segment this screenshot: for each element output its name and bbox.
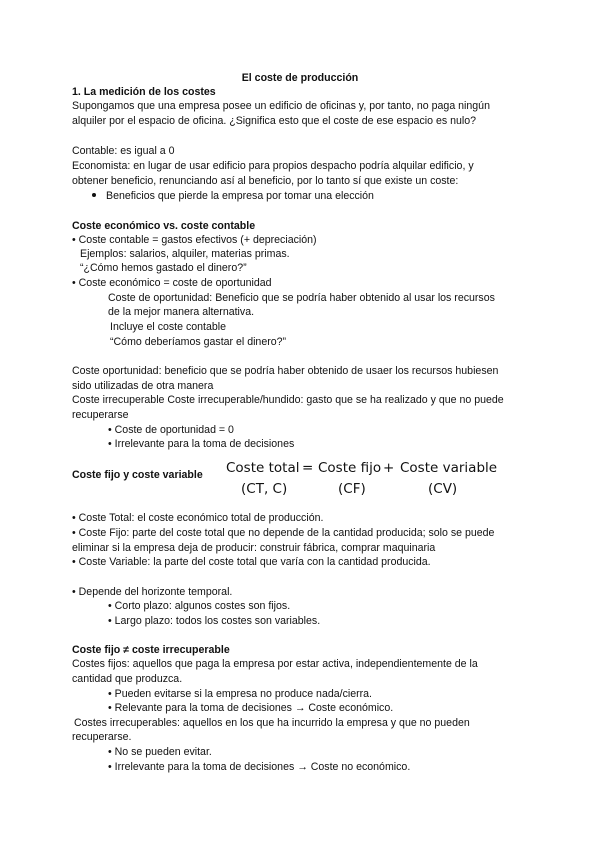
paragraph-line: recuperarse. — [72, 731, 132, 743]
section-heading-medicion: 1. La medición de los costes — [72, 86, 216, 98]
paragraph-line: cantidad que produzca. — [72, 673, 183, 685]
list-line: • Corto plazo: algunos costes son fijos. — [108, 600, 291, 612]
list-line: • Coste económico = coste de oportunidad — [72, 277, 272, 289]
list-line: • Irrelevante para la toma de decisiones → Coste no económico. — [108, 761, 411, 773]
formula-coste-variable: Coste variable — [400, 460, 498, 476]
paragraph-line: Costes fijos: aquellos que paga la empresa por estar activa, independientemente de la — [72, 658, 478, 670]
list-line: Ejemplos: salarios, alquiler, materias primas. — [80, 248, 290, 260]
list-line: • Coste Total: el coste económico total de producción. — [72, 512, 324, 524]
formula-abbr-cv: (CV) — [428, 481, 458, 497]
paragraph-line: recuperarse — [72, 409, 129, 421]
list-line: Incluye el coste contable — [110, 321, 227, 333]
list-line: Coste de oportunidad: Beneficio que se podría haber obtenido al usar los recursos — [108, 292, 495, 304]
paragraph-line: alquiler por el espacio de oficina. ¿Significa esto que el coste de ese espacio es nulo? — [72, 115, 476, 127]
paragraph-line: Supongamos que una empresa posee un edificio de oficinas y, por tanto, no paga ningún — [72, 100, 490, 112]
formula-plus: + — [383, 460, 395, 476]
paragraph-line: obtener beneficio, renunciando así al beneficio, por lo tanto sí que existe un coste: — [72, 175, 459, 187]
list-line: • No se pueden evitar. — [108, 746, 212, 758]
formula-coste-total: Coste total — [226, 460, 300, 476]
section-heading-fijo-irrecuperable: Coste fijo ≠ coste irrecuperable — [72, 644, 230, 656]
list-line: • Coste Variable: la parte del coste total que varía con la cantidad producida. — [72, 556, 431, 568]
paragraph-line: Costes irrecuperables: aquellos en los que ha incurrido la empresa y que no pueden — [74, 717, 470, 729]
bullet-text: Beneficios que pierde la empresa por tomar una elección — [106, 190, 374, 202]
list-line: • Relevante para la toma de decisiones → Coste económico. — [108, 702, 394, 714]
page-title: El coste de producción — [241, 72, 359, 84]
list-line: “Cómo deberíamos gastar el dinero?” — [110, 336, 287, 348]
list-line: eliminar si la empresa deja de producir: construir fábrica, comprar maquinaria — [72, 542, 436, 554]
section-heading-fijo-variable: Coste fijo y coste variable — [72, 469, 203, 481]
bullet-item — [92, 190, 374, 203]
formula-coste-fijo: Coste fijo — [318, 460, 382, 476]
list-line: • Largo plazo: todos los costes son variables. — [108, 615, 321, 627]
bullet-icon — [92, 193, 96, 197]
list-line: “¿Cómo hemos gastado el dinero?” — [80, 262, 247, 274]
section-heading-economico: Coste económico vs. coste contable — [72, 220, 256, 232]
formula-abbr-ct: (CT, C) — [241, 481, 288, 497]
paragraph-line: sido utilizadas de otra manera — [72, 380, 214, 392]
list-line: • Coste de oportunidad = 0 — [108, 424, 234, 436]
formula-abbr-cf: (CF) — [338, 481, 366, 497]
list-line: de la mejor manera alternativa. — [108, 306, 255, 318]
list-line: • Depende del horizonte temporal. — [72, 586, 233, 598]
list-line: • Coste contable = gastos efectivos (+ depreciación) — [72, 234, 317, 246]
list-line: • Coste Fijo: parte del coste total que no depende de la cantidad producida; solo se puede — [72, 527, 495, 539]
list-line: • Pueden evitarse si la empresa no produce nada/cierra. — [108, 688, 372, 700]
paragraph-line: Economista: en lugar de usar edificio para propios despacho podría alquilar edificio, y — [72, 160, 474, 172]
list-line: • Irrelevante para la toma de decisiones — [108, 438, 295, 450]
formula-equals: = — [302, 460, 314, 476]
paragraph-line: Contable: es igual a 0 — [72, 145, 175, 157]
paragraph-line: Coste irrecuperable Coste irrecuperable/hundido: gasto que se ha realizado y que no puede — [72, 394, 504, 406]
paragraph-line: Coste oportunidad: beneficio que se podría haber obtenido de usaer los recursos hubiesen — [72, 365, 499, 377]
